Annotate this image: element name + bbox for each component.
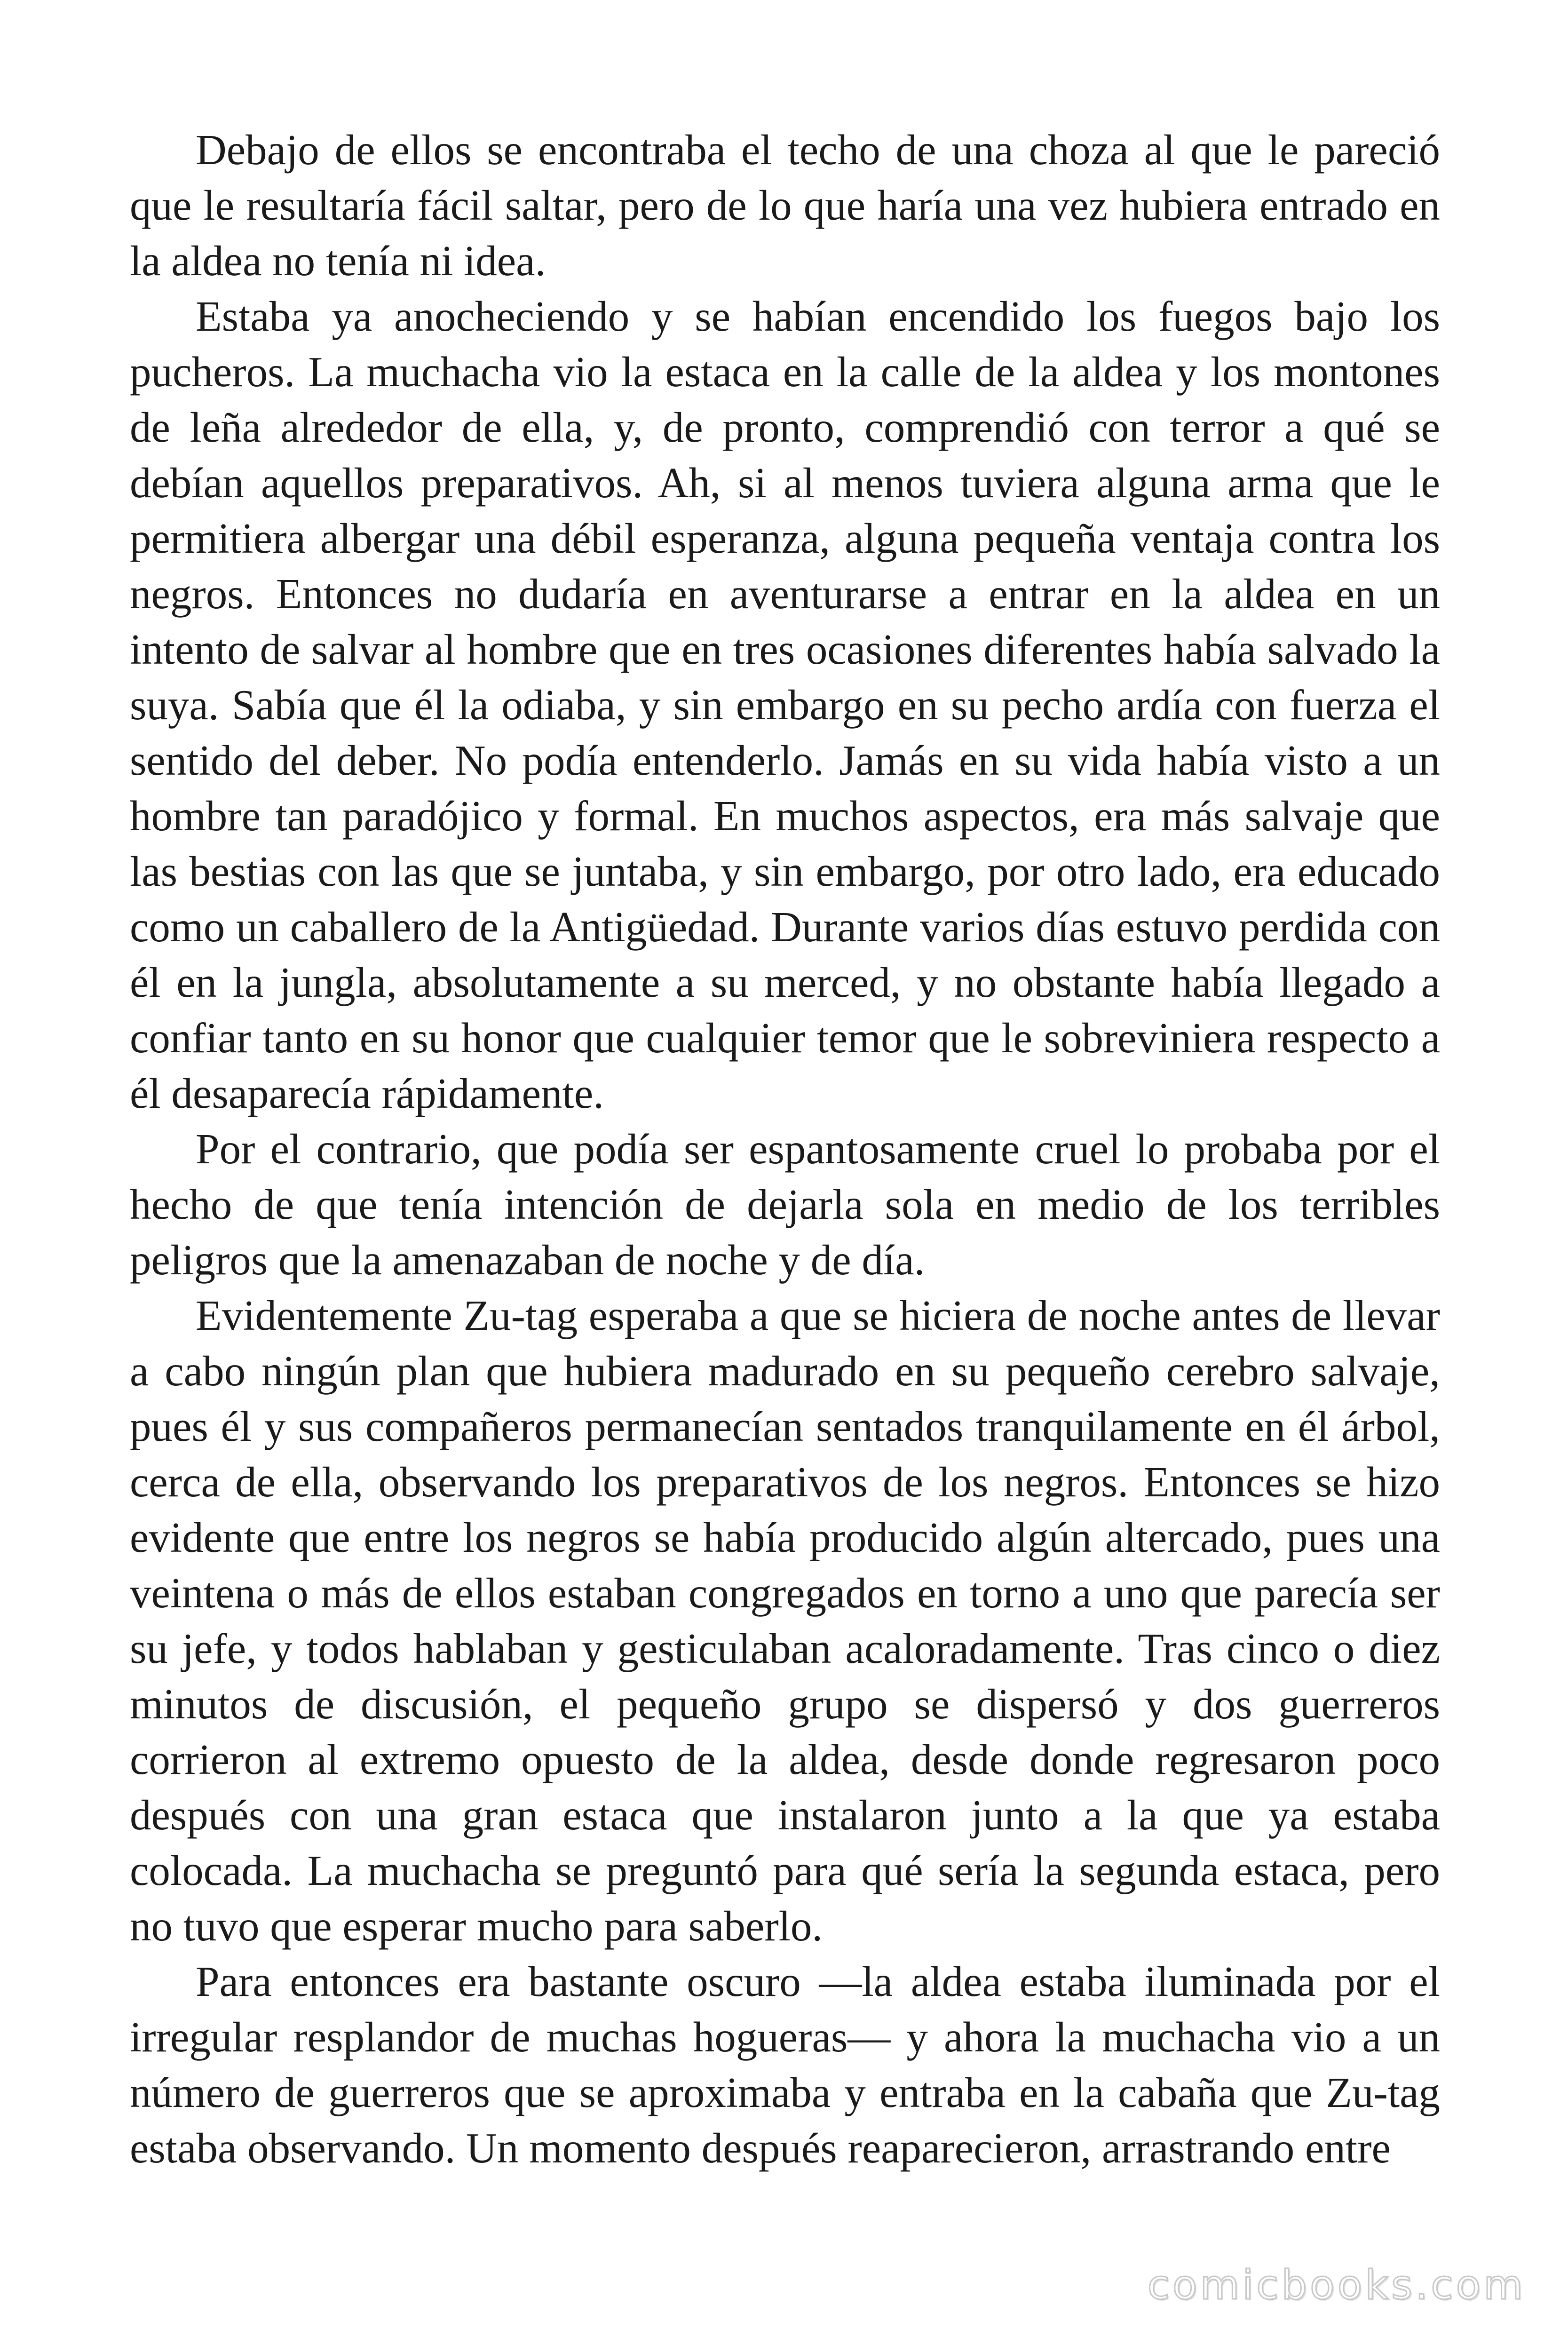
paragraph-2: Estaba ya anocheciendo y se habían encendido los fuegos bajo los pucheros. La muchacha vio la estaca en la calle de la aldea y los montones de leña alrededor de ella, y, de pronto, comprendió con terror a qué se debían aquellos preparativos. Ah, si al menos tuviera alguna arma que le permitiera albergar una débil esperanza, alguna pequeña ventaja contra los negros. Entonces no dudaría en aventurarse a entrar en la aldea en un intento de salvar al hombre que en tres ocasiones diferentes había salvado la suya. Sabía que él la odiaba, y sin embargo en su pecho ardía con fuerza el sentido del deber. No podía entenderlo. Jamás en su vida había visto a un hombre tan paradójico y formal. En muchos aspectos, era más salvaje que las bestias con las que se juntaba, y sin embargo, por otro lado, era educado como un caballero de la Antigüedad. Durante varios días estuvo perdida con él en la jungla, absolutamente a su merced, y no obstante había llegado a confiar tanto en su honor que cualquier temor que le sobreviniera respecto a él desaparecía rápidamente. xyxy=(130,293,1440,1117)
paragraph-1: Debajo de ellos se encontraba el techo de una choza al que le pareció que le resultaría fácil saltar, pero de lo que haría una vez hubiera entrado en la aldea no tenía ni idea. xyxy=(130,126,1440,285)
paragraph-3: Por el contrario, que podía ser espantosamente cruel lo probaba por el hecho de que tenía intención de dejarla sola en medio de los terribles peligros que la amenazaban de noche y de día. xyxy=(130,1125,1440,1284)
page-body xyxy=(130,122,1440,2176)
watermark: comicbooks.com xyxy=(1147,2262,1526,2309)
paragraph-4: Evidentemente Zu-tag esperaba a que se hiciera de noche antes de llevar a cabo ningún plan que hubiera madurado en su pequeño cerebro salvaje, pues él y sus compañeros permanecían sentados tranquilamente en él árbol, cerca de ella, observando los preparativos de los negros. Entonces se hizo evidente que entre los negros se había producido algún altercado, pues una veintena o más de ellos estaban congregados en torno a uno que parecía ser su jefe, y todos hablaban y gesticulaban acaloradamente. Tras cinco o diez minutos de discusión, el pequeño grupo se dispersó y dos guerreros corrieron al extremo opuesto de la aldea, desde donde regresaron poco después con una gran estaca que instalaron junto a la que ya estaba colocada. La muchacha se preguntó para qué sería la segunda estaca, pero no tuvo que esperar mucho para saberlo. xyxy=(130,1292,1440,1950)
paragraph-5: Para entonces era bastante oscuro —la aldea estaba iluminada por el irregular resplandor de muchas hogueras— y ahora la muchacha vio a un número de guerreros que se aproximaba y entraba en la cabaña que Zu-tag estaba observando. Un momento después reaparecieron, arrastrando entre xyxy=(130,1958,1440,2172)
